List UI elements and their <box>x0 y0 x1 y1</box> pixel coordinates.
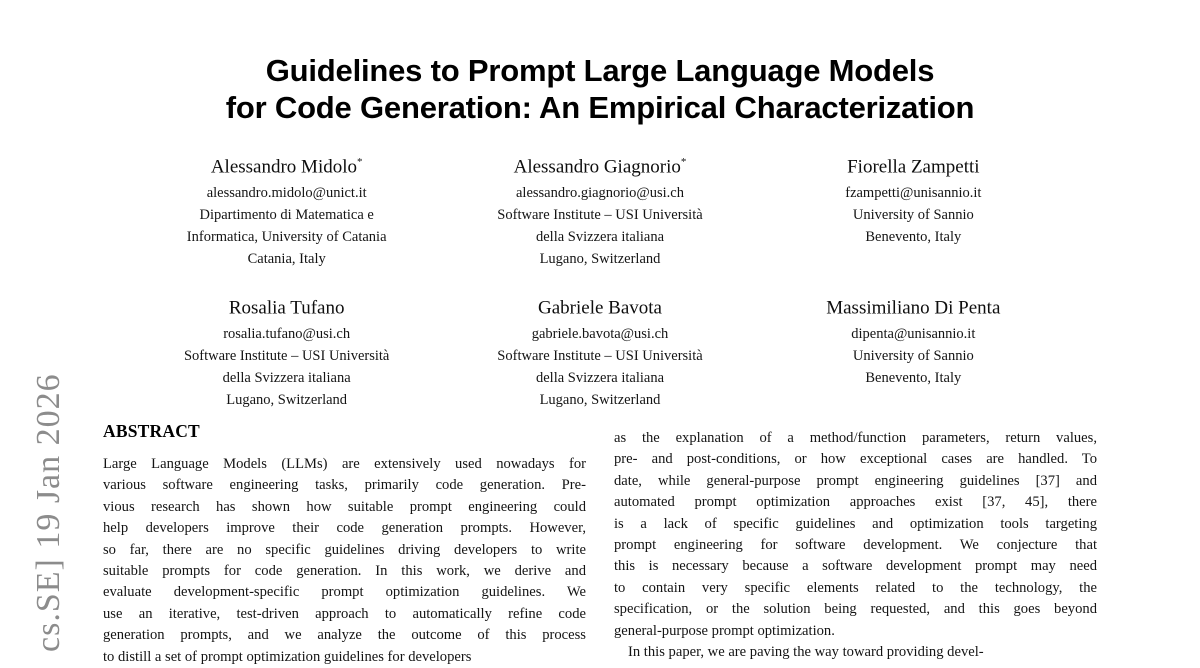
authors-row-1 <box>130 150 1070 270</box>
text-line: della Svizzera italiana <box>222 370 351 387</box>
author-name-text: Massimiliano Di Penta <box>826 297 1001 319</box>
author-name-text: Fiorella Zampetti <box>847 156 980 178</box>
author-name-text: Gabriele Bavota <box>538 297 662 319</box>
body-paragraph-2 <box>614 642 1097 663</box>
text-line: Dipartimento di Matematica e <box>199 207 374 224</box>
author-footnote-mark: * <box>357 156 363 168</box>
text-line: vious research has shown how suitable prompt engineering could <box>103 498 586 515</box>
author-affiliation <box>757 345 1070 389</box>
text-line: this is necessary because a software development prompt may need <box>614 558 1097 575</box>
author-name <box>757 150 1070 179</box>
author-email: rosalia.tufano@usi.ch <box>223 326 351 343</box>
text-line: Benevento, Italy <box>865 370 962 387</box>
text-line: to distill a set of prompt optimization guidelines for developers <box>103 648 472 665</box>
text-line: University of Sannio <box>852 348 974 365</box>
text-line: is a lack of specific guidelines and optimization tools targeting <box>614 515 1097 532</box>
author-email: alessandro.midolo@unict.it <box>206 185 367 202</box>
text-line: general-purpose prompt optimization. <box>614 622 835 639</box>
text-line: Catania, Italy <box>247 251 326 268</box>
author-affiliation <box>443 345 756 411</box>
text-line: pre- and post-conditions, or how exceptional cases are handled. To <box>614 451 1097 468</box>
author-block-tufano <box>130 291 443 411</box>
author-name <box>443 150 756 179</box>
paper-title-line2: for Code Generation: An Empirical Characterization <box>225 90 975 125</box>
text-line: Lugano, Switzerland <box>539 251 661 268</box>
author-affiliation <box>757 204 1070 248</box>
author-block-dipenta <box>757 291 1070 389</box>
author-block-giagnorio <box>443 150 756 270</box>
author-block-bavota <box>443 291 756 411</box>
text-line: Software Institute – USI Università <box>497 348 703 365</box>
author-email: gabriele.bavota@usi.ch <box>531 326 669 343</box>
text-line: various software engineering tasks, primarily code generation. Pre- <box>103 477 586 494</box>
author-affiliation <box>130 204 443 270</box>
body-paragraph-1 <box>614 428 1097 642</box>
text-line: date, while general-purpose prompt engineering guidelines [37] and <box>614 472 1097 489</box>
text-line: della Svizzera italiana <box>535 370 664 387</box>
paper-title-line1: Guidelines to Prompt Large Language Models <box>265 53 935 88</box>
text-line: In this paper, we are paving the way toward providing devel- <box>628 644 984 661</box>
text-line: Lugano, Switzerland <box>226 392 348 409</box>
author-name <box>130 291 443 320</box>
author-name <box>757 291 1070 320</box>
author-name-text: Rosalia Tufano <box>228 297 345 319</box>
body-columns <box>103 421 1097 665</box>
text-line: use an iterative, test-driven approach to automatically refine code <box>103 605 586 622</box>
text-line: University of Sannio <box>852 207 974 224</box>
author-name <box>130 150 443 179</box>
text-line: Benevento, Italy <box>865 229 962 246</box>
text-line: to contain very specific elements related to the technology, the <box>614 579 1097 596</box>
arxiv-stamp: cs.SE] 19 Jan 2026 <box>30 373 67 652</box>
text-line: evaluate development-specific prompt optimization guidelines. We <box>103 584 586 601</box>
text-line: as the explanation of a method/function parameters, return values, <box>614 430 1097 446</box>
author-footnote-mark: * <box>680 156 687 168</box>
text-line: Software Institute – USI Università <box>497 207 703 224</box>
text-line: Lugano, Switzerland <box>539 392 661 409</box>
text-line: generation prompts, and we analyze the outcome of this process <box>103 627 586 644</box>
text-line: automated prompt optimization approaches exist [37, 45], there <box>614 494 1097 511</box>
text-line: help developers improve their code generation prompts. However, <box>103 520 586 537</box>
abstract-heading: ABSTRACT <box>103 421 200 441</box>
text-line: so far, there are no specific guidelines driving developers to write <box>103 541 586 558</box>
text-line: suitable prompts for code generation. In this work, we derive and <box>103 563 586 580</box>
text-line: Informatica, University of Catania <box>186 229 387 246</box>
author-email: alessandro.giagnorio@usi.ch <box>516 185 684 202</box>
author-name-text: Alessandro Midolo <box>210 156 357 178</box>
author-email: dipenta@unisannio.it <box>851 326 976 343</box>
author-block-midolo <box>130 150 443 270</box>
author-block-zampetti <box>757 150 1070 248</box>
text-line: della Svizzera italiana <box>535 229 664 246</box>
author-name-text: Alessandro Giagnorio <box>513 156 681 178</box>
authors-row-2 <box>130 291 1070 411</box>
author-email: fzampetti@unisannio.it <box>845 185 982 202</box>
abstract-paragraph <box>103 454 586 668</box>
right-column <box>614 421 1097 661</box>
left-column <box>103 421 586 665</box>
text-line: specification, or the solution being requested, and this goes beyond <box>614 601 1097 618</box>
text-line: Software Institute – USI Università <box>183 348 390 365</box>
text-line: Large Language Models (LLMs) are extensively used nowadays for <box>103 456 586 472</box>
author-affiliation <box>443 204 756 270</box>
paper-title <box>0 52 1200 126</box>
author-name <box>443 291 756 320</box>
author-affiliation <box>130 345 443 411</box>
text-line: prompt engineering for software development. We conjecture that <box>614 537 1097 554</box>
